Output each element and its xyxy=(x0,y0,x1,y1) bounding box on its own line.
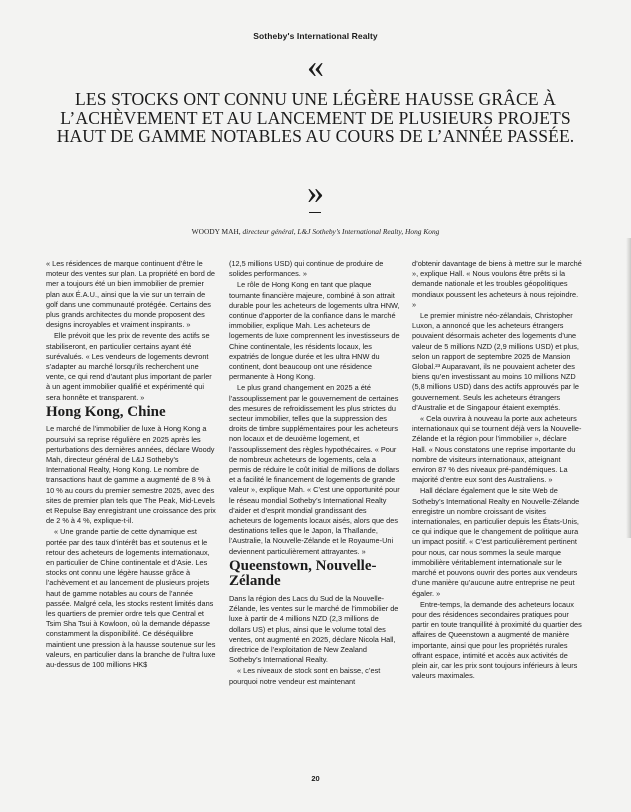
paragraph: d’obtenir davantage de biens à mettre sur le marché », explique Hall. « Nous voulons être prêts si la demande nationale et les troubles géopolitiques mondiaux poussent les acheteurs à nous rejoindre. » xyxy=(412,259,582,309)
page-number: 20 xyxy=(311,774,320,783)
pull-quote-headline: LES STOCKS ONT CONNU UNE LÉGÈRE HAUSSE GRÂCE À L’ACHÈVEMENT ET AU LANCEMENT DE PLUSIEURS PROJETS HAUT DE GAMME NOTABLES AU COURS DE L’ANNÉE PASSÉE. xyxy=(56,89,575,146)
paragraph: (12,5 millions USD) qui continue de produire de solides performances. » xyxy=(229,259,384,279)
paragraph: Le rôle de Hong Kong en tant que plaque tournante financière majeure, combiné à son attrait durable pour les acheteurs de logements ultra HNW, continue d’apporter de la confiance dans le marché immobilier, explique Mah. Les acheteurs de logements de luxe comprennent les investisseurs de Chine continentale, les résidents locaux, les expatriés de longue durée et les ultra HNW du continent, dont beaucoup ont une résidence permanente à Hong Kong. xyxy=(229,280,400,382)
paragraph: Le plus grand changement en 2025 a été l’assouplissement par le gouvernement de certaines des mesures de refroidissement les plus strictes du secteur immobilier, telles que la suppression des droits de timbre supplémentaires pour les acheteurs non locaux et de deuxième logement, et l’assouplissement des règles hypothécaires. « Pour de nombreux acheteurs de logements, cela a permis de réduire le coût initial de millions de dollars et a facilité le financement de logements de grande valeur », explique Mah. « C’est une opportunité pour le réseau mondial Sotheby’s International Realty d’aider et d’esprit mondial grandissant des acheteurs de logements locaux aisés, alors que des destinations telles que le Japon, la Thaïlande, l’Australie, la Nouvelle-Zélande et le Royaume-Uni deviennent particulièrement attrayantes. » xyxy=(229,383,400,556)
section-heading-hong-kong: Hong Kong, Chine xyxy=(46,403,166,420)
paragraph: Le marché de l’immobilier de luxe à Hong Kong a poursuivi sa reprise régulière en 2025 après les perturbations des dernières années, déclare Woody Mah, directeur général de L&J Sotheby’s International Realty, Hong Kong. Le nombre de transactions haut de gamme a augmenté de 8 % à 10 % au cours du premier semestre 2025, avec des sites de premier plan tels que The Peak, Mid-Levels et Repulse Bay enregistrant une croissance des prix de 2 % à 4 %, explique-t-il. xyxy=(46,424,216,526)
page-edge-shadow xyxy=(626,238,631,538)
paragraph: Elle prévoit que les prix de revente des actifs se stabiliseront, en particulier certains ayant été surévalués. « Les vendeurs de logements devront s’adapter au marché lorsqu’ils recherchent une vente, ce qui rend d’autant plus important de parler à un agent immobilier qualifié et expérimenté qui sera honnête et transparent. » xyxy=(46,331,212,402)
paragraph: « Les résidences de marque continuent d’être le moteur des ventes sur plan. La propriété en bord de mer a toujours été un bien immobilier de premier plan aux É.A.U., ainsi que la vie sur un terrain de golf dans une communauté protégée. Certains des plus grands architectes du monde proposent des designs incroyables et vraiment inspirants. » xyxy=(46,259,216,330)
close-quote-mark: » xyxy=(307,174,324,211)
brand-header: Sotheby's International Realty xyxy=(253,31,378,41)
paragraph: « Les niveaux de stock sont en baisse, c’est pourquoi notre vendeur est maintenant xyxy=(229,666,381,686)
paragraph: « Cela ouvrira à nouveau la porte aux acheteurs internationaux qui se tournent déjà vers la Nouvelle-Zélande et la région pour l’immobilier », déclare Hall. « Nous constatons une reprise importante du nombre de visiteurs internationaux, atteignant environ 87 % des niveaux pré-pandémiques. La majorité d’entre eux sont des Australiens. » xyxy=(412,414,582,485)
paragraph: Le premier ministre néo-zélandais, Christopher Luxon, a annoncé que les acheteurs étrangers pouvaient désormais acheter des logements d’une valeur de 5 millions NZD (2,9 millions USD) et plus, selon un rapport de septembre 2025 de Mansion Global.²³ Auparavant, ils ne pouvaient acheter des biens qu’en investissant au moins 10 millions NZD (5,8 millions USD) dans des actifs approuvés par le gouvernement. Seuls les acheteurs étrangers d’Australie et de Singapour étaient exemptés. xyxy=(412,311,579,412)
section-heading-queenstown: Queenstown, Nouvelle-Zélande xyxy=(229,557,377,590)
paragraph: « Une grande partie de cette dynamique est portée par des taux d’intérêt bas et soutenus et le retour des acheteurs de logements internationaux, en particulier de Chine continentale et d’Asie. Les stocks ont connu une légère hausse grâce à l’achèvement et au lancement de plusieurs projets haut de gamme notables au cours de l’année passée. Malgré cela, les stocks restent limités dans les quartiers de premier ordre tels que Central et Tsim Sha Tsui à Kowloon, où la demande dépasse constamment la disponibilité. Ce déséquilibre maintient une pression à la hausse soutenue sur les valeurs, en particulier dans la branche de l’ultra luxe au-dessus de 100 millions HK$ xyxy=(46,527,216,670)
article-column-1 xyxy=(46,259,217,671)
paragraph: Hall déclare également que le site Web de Sotheby’s International Realty en Nouvelle-Zélande enregistre un nombre croissant de visites internationales, en particulier depuis les États-Unis, ce qui indique que le changement de politique aura un impact positif. « C’est particulièrement pertinent pour nous, car nous sommes la seule marque immobilière véritablement internationale sur le marché et pouvons ouvrir des portes aux vendeurs d’une manière qu’aucune autre entreprise ne peut égaler. » xyxy=(412,486,580,598)
divider-rule xyxy=(309,212,321,213)
article-column-3 xyxy=(412,259,583,682)
paragraph: Dans la région des Lacs du Sud de la Nouvelle-Zélande, les ventes sur le marché de l’immobilier de luxe à partir de 4 millions NZD (2,3 millions de dollars US) et plus, ainsi que le volume total des ventes, ont augmenté en 2025, déclare Nicola Hall, directrice de l’exploitation de New Zealand Sotheby’s International Realty. xyxy=(229,593,399,665)
article-column-2 xyxy=(229,259,400,688)
byline-name: WOODY MAH, xyxy=(191,227,241,236)
open-quote-mark: « xyxy=(307,48,324,85)
byline-role: directeur général, L&J Sotheby’s International Realty, Hong Kong xyxy=(240,227,440,236)
byline xyxy=(0,227,631,236)
paragraph: Entre-temps, la demande des acheteurs locaux pour des résidences secondaires pratiques pour partir en toute tranquillité à proximité du quartier des affaires de Queenstown a augmenté de manière importante, ainsi que pour les propriétés rurales offrant espace, intimité et accès aux activités de plein air, car les prix sont toujours inférieurs à leurs valeurs maximales. xyxy=(412,599,582,681)
